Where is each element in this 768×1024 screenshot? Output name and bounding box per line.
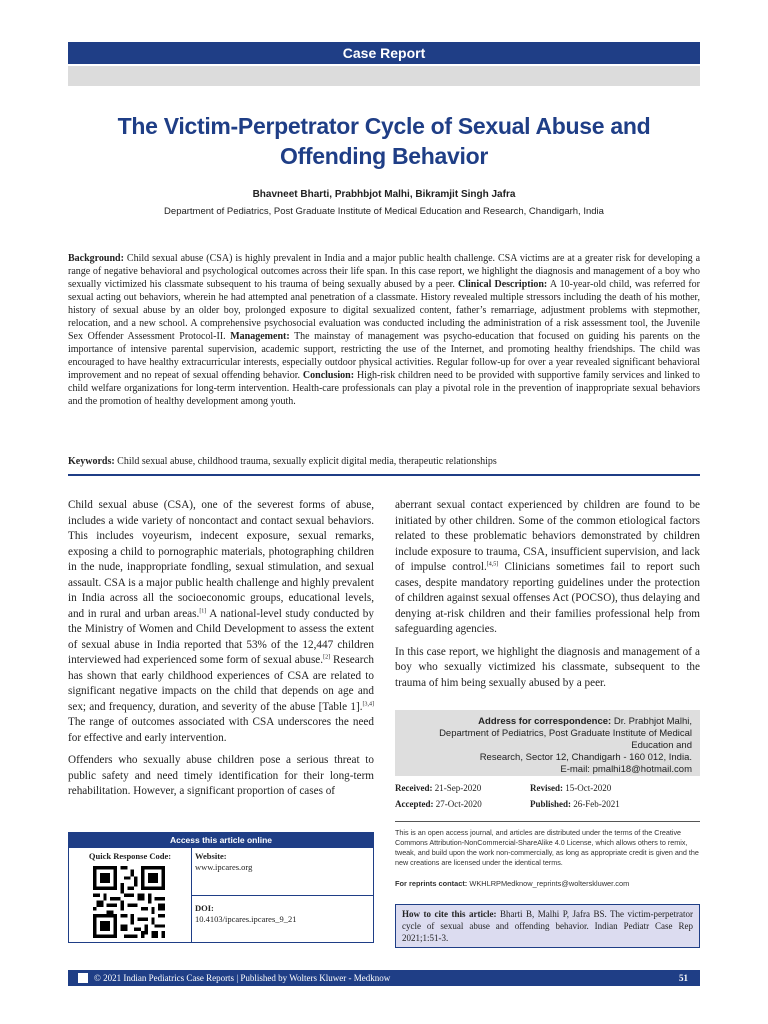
received-date: 21-Sep-2020 <box>434 783 482 793</box>
title-line-1: The Victim-Perpetrator Cycle of Sexual Abuse and <box>117 113 651 139</box>
qr-label: Quick Response Code: <box>88 851 172 861</box>
authors: Bhavneet Bharti, Prabhbjot Malhi, Bikramjit Singh Jafra <box>252 189 516 200</box>
conclusion-label: Conclusion: <box>302 370 355 381</box>
dates <box>395 783 700 815</box>
header-grey-bar <box>68 66 700 86</box>
paragraph-text: Research has shown that early childhood experiences of CSA are related to significant negative impacts on the child that depends on age and sex; and frequency, duration, and severity of the abuse [Table 1]. <box>68 654 375 713</box>
background-text: Child sexual abuse (CSA) is highly prevalent in India and a major public health challenge. CSA victims are at a greater risk for developing a range of negative behavioral and psychological outcomes across their life span. In this case report, we highlight the diagnosis and management of a boy who sexually victimized his classmate subsequent to his trauma of being sexually abused by a peer. <box>68 253 701 290</box>
keywords <box>68 455 700 468</box>
correspondence-address: Research, Sector 12, Chandigarh - 160 012, India. <box>479 752 692 763</box>
cite-label: How to cite this article: <box>402 909 497 919</box>
reprints-email[interactable]: WKHLRPMedknow_reprints@wolterskluwer.com <box>469 879 630 888</box>
website-label: Website: <box>195 851 227 861</box>
page-number: 51 <box>679 973 688 983</box>
management-text: The mainstay of management was psycho-education that focused on guiding his parents on the importance of intensive parental supervision, academic support, restricting the use of the Internet, and promoting healthy friendships. The child was encouraged to have healthy extracurricular interests, especially outdoor physical activities. Regular follow-up for over a year revealed significant behavioral improvement and no repeat of sexual offending behavior. <box>68 331 700 381</box>
footer-marker <box>78 973 88 983</box>
paragraph-text: The range of outcomes associated with CSA underscores the need for effective and early intervention. <box>68 716 374 744</box>
conclusion-text: High-risk children need to be provided with supportive family services and linked to child welfare organizations for long-term intervention. Health-care professionals can play a pivotal role in the prevention of inappropriate sexual behaviors and the promotion of healthy development among youth. <box>68 370 700 407</box>
license-text: This is an open access journal, and articles are distributed under the terms of the Creative Commons Attribution-NonCommercial-ShareAlike 4.0 License, which allows others to remix, tweak, and build upon the work non-commercially, as long as appropriate credit is given and the new creations are licensed under the identical terms. <box>395 828 699 867</box>
keywords-label: Keywords: <box>68 456 115 467</box>
paragraph-text: A national-level study conducted by the Ministry of Women and Child Development to assess the extent of sexual abuse in India reported that 53% of the 12,447 children interviewed had experienced some form of sexual abuse. <box>68 607 374 666</box>
background-label: Background: <box>68 253 124 264</box>
doi-block <box>195 903 371 925</box>
footer-copyright: © 2021 Indian Pediatrics Case Reports | Published by Wolters Kluwer - Medknow <box>94 973 391 983</box>
access-heading: Access this article online <box>69 833 373 848</box>
license-divider <box>395 821 700 822</box>
correspondence-email[interactable]: E-mail: pmalhi18@hotmail.com <box>560 764 692 775</box>
revised-label: Revised: <box>530 783 563 793</box>
citation-ref[interactable]: [1] <box>199 607 207 614</box>
clinical-text: A 10-year-old child, was referred for sexual acting out behaviors, wherein he had attempted anal penetration of a classmate. History revealed multiple stressors including the death of his mother, history of sexual abuse by an older boy, prolonged exposure to digital sexualized content, father’s remarriage, adjustment problems with stepmother, relocation, and a new school. A comprehensive psychosocial evaluation was conducted including the administration of a risk assessment tool, the Juvenile Sex Offender Assessment Protocol-II. <box>68 279 700 342</box>
correspondence-name: Dr. Prabhjot Malhi, <box>613 716 692 727</box>
body-paragraph <box>395 498 700 638</box>
correspondence-address: Department of Pediatrics, Post Graduate Institute of Medical Education and <box>439 728 692 751</box>
management-label: Management: <box>230 331 290 342</box>
published-label: Published: <box>530 799 572 809</box>
paragraph-text: Clinicians sometimes fail to report such cases, despite mandatory reporting guidelines under the protection of children against sexual offenses Act (POCSO), thus delaying and denying at-risk children and their families professional help from safeguarding agencies. <box>395 561 700 635</box>
correspondence-label: Address for correspondence: <box>478 716 612 727</box>
page-footer <box>68 970 700 986</box>
reprints-label: For reprints contact: <box>395 879 468 888</box>
correspondence-box <box>395 710 700 776</box>
paragraph-text: Child sexual abuse (CSA), one of the severest forms of abuse, includes a wide variety of noncontact and contact sexual behaviors. This includes voyeurism, indecent exposure, sexual remarks, exposing a child to pornographic materials, photographing children in the nude, inappropriate fondling, sexual stimulation, and sexual assault. CSA is a major public health challenge and highly prevalent in India across all the socioeconomic groups, educational levels, and in rural and urban areas. <box>68 499 374 620</box>
citation-ref[interactable]: [3,4] <box>362 700 374 707</box>
keywords-text: Child sexual abuse, childhood trauma, sexually explicit digital media, therapeutic relationships <box>117 456 497 467</box>
clinical-label: Clinical Description: <box>458 279 548 290</box>
received-label: Received: <box>395 783 433 793</box>
citation-ref[interactable]: [2] <box>323 654 331 661</box>
reprints <box>395 879 700 888</box>
qr-cell <box>69 848 192 942</box>
accepted-label: Accepted: <box>395 799 434 809</box>
article-title <box>80 111 688 171</box>
citation-ref[interactable]: [4,5] <box>486 561 499 568</box>
keywords-divider <box>68 474 700 476</box>
citation-box <box>395 904 700 948</box>
accepted-date: 27-Oct-2020 <box>435 799 482 809</box>
body-paragraph <box>68 498 374 746</box>
qr-code-icon[interactable] <box>93 866 165 938</box>
title-line-2: Offending Behavior <box>279 143 488 169</box>
website-link[interactable]: www.ipcares.org <box>195 862 253 872</box>
body-paragraph: Offenders who sexually abuse children pose a serious threat to public safety and need timely identification for their long-term rehabilitation. However, a significant proportion of cases of <box>68 754 374 797</box>
revised-date: 15-Oct-2020 <box>565 783 612 793</box>
website-block <box>195 851 371 873</box>
doi-label: DOI: <box>195 903 214 913</box>
paragraph-text: aberrant sexual contact experienced by children are found to be initiated by other children. Some of the common etiological factors related to these problematic behaviors demonstrated by children include exposure to trauma, CSA, insufficient supervision, and lack of impulse control. <box>395 499 700 573</box>
published-date: 26-Feb-2021 <box>573 799 620 809</box>
access-online-box <box>68 832 374 943</box>
body-column-right <box>395 498 700 698</box>
section-label: Case Report <box>342 45 426 61</box>
body-column-left <box>68 498 374 807</box>
cite-text: Bharti B, Malhi P, Jafra BS. The victim-perpetrator cycle of sexual abuse and offending behavior. Indian Pediatr Case Rep 2021;1:51-3. <box>402 909 693 943</box>
access-divider <box>191 895 373 896</box>
body-paragraph: In this case report, we highlight the diagnosis and management of a boy who sexually victimized his classmate, subsequent to the trauma of him being sexually abused by a peer. <box>395 645 700 689</box>
abstract <box>68 252 700 408</box>
affiliation: Department of Pediatrics, Post Graduate Institute of Medical Education and Research, Chandigarh, India <box>164 206 604 217</box>
section-banner <box>68 42 700 64</box>
doi-link[interactable]: 10.4103/ipcares.ipcares_9_21 <box>195 914 297 924</box>
